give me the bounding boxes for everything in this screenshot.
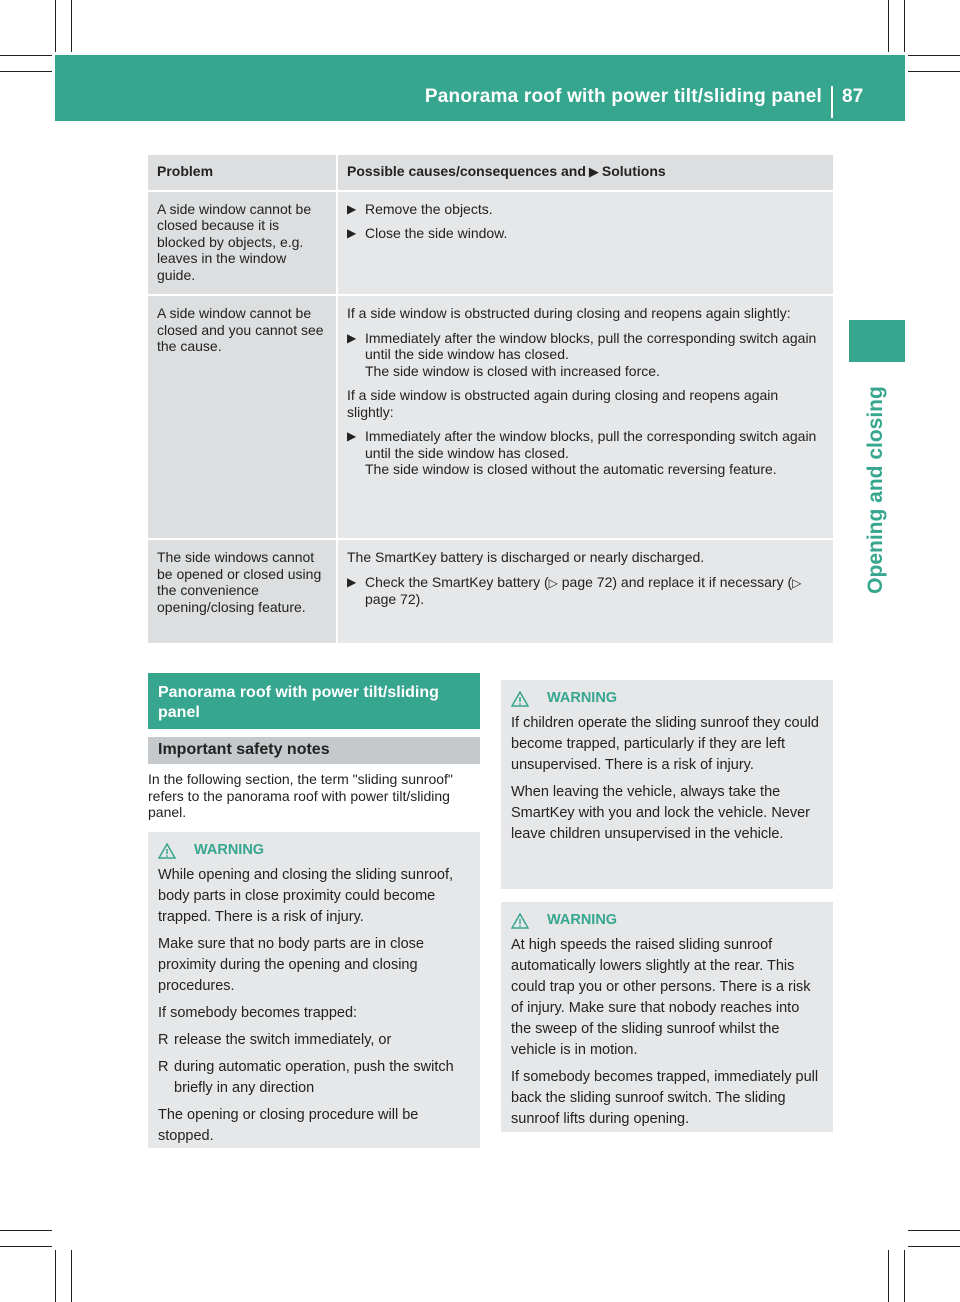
header-solutions-suffix: Solutions: [601, 163, 666, 179]
action-item: [347, 225, 824, 242]
condition-text: If a side window is obstructed again during closing and reopens again slightly:: [347, 387, 779, 420]
condition-text: The SmartKey battery is discharged or nearly discharged.: [347, 549, 705, 565]
page-title: Panorama roof with power tilt/sliding panel: [424, 86, 822, 107]
header-problem: Problem: [148, 155, 337, 191]
warning-triangle-icon: [158, 843, 176, 859]
list-item-text: during automatic operation, push the switch briefly in any direction: [174, 1059, 454, 1096]
crop-mark: [0, 71, 52, 72]
page-number: 87: [842, 86, 864, 107]
crop-mark: [0, 1246, 52, 1247]
triangle-right-icon: ▶: [347, 226, 357, 240]
warning-title: [158, 840, 470, 861]
crop-mark: [71, 1250, 72, 1302]
chapter-tab-marker: [849, 320, 905, 362]
warning-label: WARNING: [547, 690, 618, 706]
crop-mark: [908, 1230, 960, 1231]
crop-mark: [0, 1230, 52, 1231]
table-header-row: [148, 155, 833, 191]
header-solutions-prefix: Possible causes/consequences and: [347, 163, 586, 179]
warning-label: WARNING: [547, 912, 618, 928]
action-item: [347, 428, 824, 478]
warning-triangle-icon: [511, 691, 529, 707]
crop-mark: [908, 1246, 960, 1247]
page-reference-link[interactable]: page 72: [365, 591, 416, 607]
problem-cell: A side window cannot be closed and you cannot see the cause.: [148, 295, 337, 539]
warning-text: If somebody becomes trapped:: [158, 1005, 358, 1021]
warning-text: When leaving the vehicle, always take the SmartKey with you and lock the vehicle. Never leave children unsupervised in the vehicle.: [511, 784, 810, 842]
chapter-label: Opening and closing: [864, 386, 887, 594]
triangle-ref-icon: ▷: [548, 575, 558, 590]
warning-text: The opening or closing procedure will be stopped.: [158, 1107, 419, 1144]
warning-triangle-icon: [511, 913, 529, 929]
crop-mark: [55, 1250, 56, 1302]
problem-cell: A side window cannot be closed because it is blocked by objects, e.g. leaves in the window guide.: [148, 191, 337, 296]
action-text: Close the side window.: [365, 225, 508, 241]
action-item: [347, 330, 824, 380]
solution-cell: [337, 191, 833, 296]
problem-cell: The side windows cannot be opened or closed using the convenience opening/closing feature.: [148, 539, 337, 643]
solution-cell: [337, 539, 833, 643]
warning-box: [501, 902, 833, 1132]
table-row: [148, 191, 833, 296]
bullet-R-icon: R: [158, 1032, 169, 1048]
subsection-heading: Important safety notes: [148, 737, 480, 764]
header-solutions: [337, 155, 833, 191]
warning-title: [511, 910, 823, 931]
warning-text: While opening and closing the sliding sunroof, body parts in close proximity could become trapped. There is a risk of injury.: [158, 867, 454, 925]
action-item: [347, 574, 824, 608]
bullet-R-icon: R: [158, 1059, 169, 1075]
header-divider: [831, 86, 833, 118]
intro-paragraph: In the following section, the term "sliding sunroof" refers to the panorama roof with power tilt/sliding panel.: [148, 771, 453, 820]
troubleshooting-table: [148, 155, 833, 643]
warning-text: If children operate the sliding sunroof they could become trapped, particularly if they are left unsupervised. There is a risk of injury.: [511, 715, 819, 773]
action-text: ) and replace it if necessary (: [612, 573, 793, 590]
action-text: Immediately after the window blocks, pull the corresponding switch again until the side window has closed.: [365, 428, 817, 461]
table-row: [148, 295, 833, 539]
crop-mark: [888, 1250, 889, 1302]
warning-title: [511, 688, 823, 709]
crop-mark: [908, 55, 960, 56]
solution-cell: [337, 295, 833, 539]
crop-mark: [908, 71, 960, 72]
page-reference-link[interactable]: page 72: [561, 573, 613, 590]
action-note: The side window is closed without the automatic reversing feature.: [365, 461, 777, 477]
warning-text: Make sure that no body parts are in close proximity during the opening and closing procedures.: [158, 936, 424, 994]
action-text: Remove the objects.: [365, 200, 493, 217]
crop-mark: [71, 0, 72, 52]
warning-box: [501, 680, 833, 889]
crop-mark: [888, 0, 889, 52]
warning-text: If somebody becomes trapped, immediately pull back the sliding sunroof switch. The sliding sunroof lifts during opening.: [511, 1069, 819, 1127]
action-item: [347, 201, 824, 218]
triangle-right-icon: ▶: [347, 201, 357, 216]
warning-box: [148, 832, 480, 1148]
crop-mark: [904, 1250, 905, 1302]
triangle-ref-icon: ▷: [792, 575, 802, 590]
action-text: ).: [415, 591, 425, 607]
warning-text: At high speeds the raised sliding sunroof automatically lowers slightly at the rear. This could trap you or other persons. There is a risk of injury. Make sure that nobody reaches into the sweep of the sliding sunroof whilst the vehicle is in motion.: [511, 937, 811, 1058]
crop-mark: [0, 55, 52, 56]
list-item-text: release the switch immediately, or: [174, 1032, 392, 1048]
action-note: The side window is closed with increased force.: [365, 362, 660, 379]
crop-mark: [55, 0, 56, 52]
action-text: Check the SmartKey battery (: [365, 573, 549, 590]
warning-label: WARNING: [194, 842, 265, 858]
triangle-right-icon: ▶: [347, 574, 357, 589]
crop-mark: [904, 0, 905, 52]
triangle-right-icon: ▶: [588, 164, 599, 179]
triangle-right-icon: ▶: [347, 330, 357, 345]
condition-text: If a side window is obstructed during closing and reopens again slightly:: [347, 305, 791, 321]
section-heading: Panorama roof with power tilt/sliding panel: [148, 673, 480, 729]
action-text: Immediately after the window blocks, pull the corresponding switch again until the side window has closed.: [365, 329, 817, 362]
list-item: [158, 1057, 470, 1099]
triangle-right-icon: ▶: [347, 429, 357, 443]
table-row: [148, 539, 833, 643]
list-item: [158, 1030, 470, 1051]
